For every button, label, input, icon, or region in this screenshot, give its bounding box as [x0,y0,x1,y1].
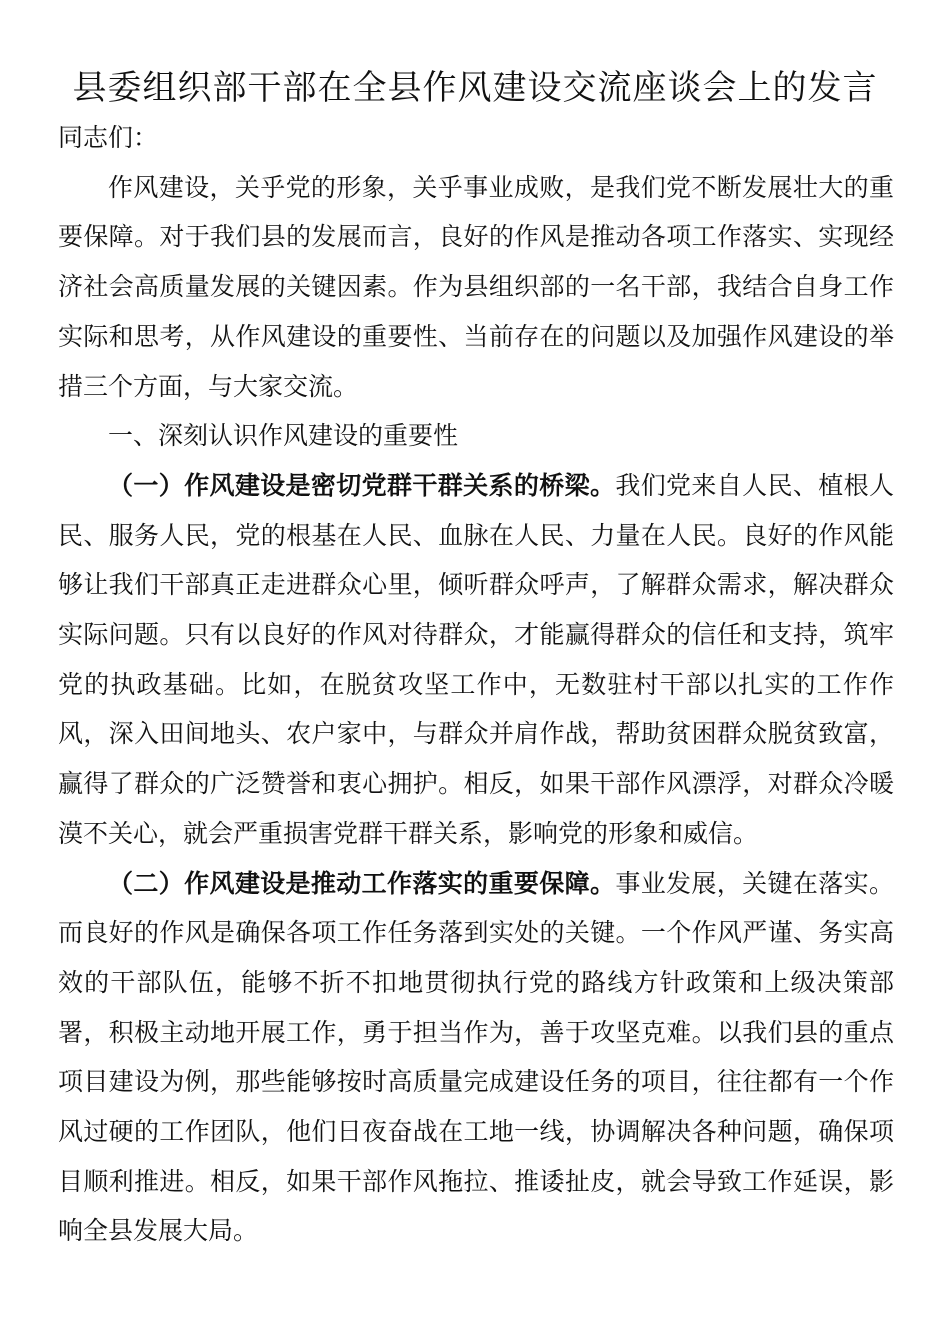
document-body [58,113,894,1256]
intro-paragraph: 作风建设，关乎党的形象，关乎事业成败，是我们党不断发展壮大的重要保障。对于我们县的发展而言，良好的作风是推动各项工作落实、实现经济社会高质量发展的关键因素。作为县组织部的一名干部，我结合自身工作实际和思考，从作风建设的重要性、当前存在的问题以及加强作风建设的举措三个方面，与大家交流。 [58,172,894,401]
item-1-paragraph [58,461,894,859]
document-title: 县委组织部干部在全县作风建设交流座谈会上的发言 [72,68,878,108]
item-2-paragraph [58,859,894,1257]
item-1-heading: （一）作风建设是密切党群干群关系的桥梁。 [108,470,616,500]
section-1-heading: 一、深刻认识作风建设的重要性 [108,421,459,451]
salutation: 同志们： [58,123,159,152]
item-1-body: 我们党来自人民、植根人民、服务人民，党的根基在人民、血脉在人民、力量在人民。良好的作风能够让我们干部真正走进群众心里，倾听群众呼声，了解群众需求，解决群众实际问题。只有以良好的作风对待群众，才能赢得群众的信任和支持，筑牢党的执政基础。比如，在脱贫攻坚工作中，无数驻村干部以扎实的工作作风，深入田间地头、农户家中，与群众并肩作战，帮助贫困群众脱贫致富，赢得了群众的广泛赞誉和衷心拥护。相反，如果干部作风漂浮，对群众冷暖漠不关心，就会严重损害党群干群关系，影响党的形象和威信。 [58,470,894,848]
item-2-body: 事业发展，关键在落实。而良好的作风是确保各项工作任务落到实处的关键。一个作风严谨、务实高效的干部队伍，能够不折不扣地贯彻执行党的路线方针政策和上级决策部署，积极主动地开展工作，勇于担当作为，善于攻坚克难。以我们县的重点项目建设为例，那些能够按时高质量完成建设任务的项目，往往都有一个作风过硬的工作团队，他们日夜奋战在工地一线，协调解决各种问题，确保项目顺利推进。相反，如果干部作风拖拉、推诿扯皮，就会导致工作延误，影响全县发展大局。 [58,868,894,1246]
item-2-heading: （二）作风建设是推动工作落实的重要保障。 [108,868,616,898]
